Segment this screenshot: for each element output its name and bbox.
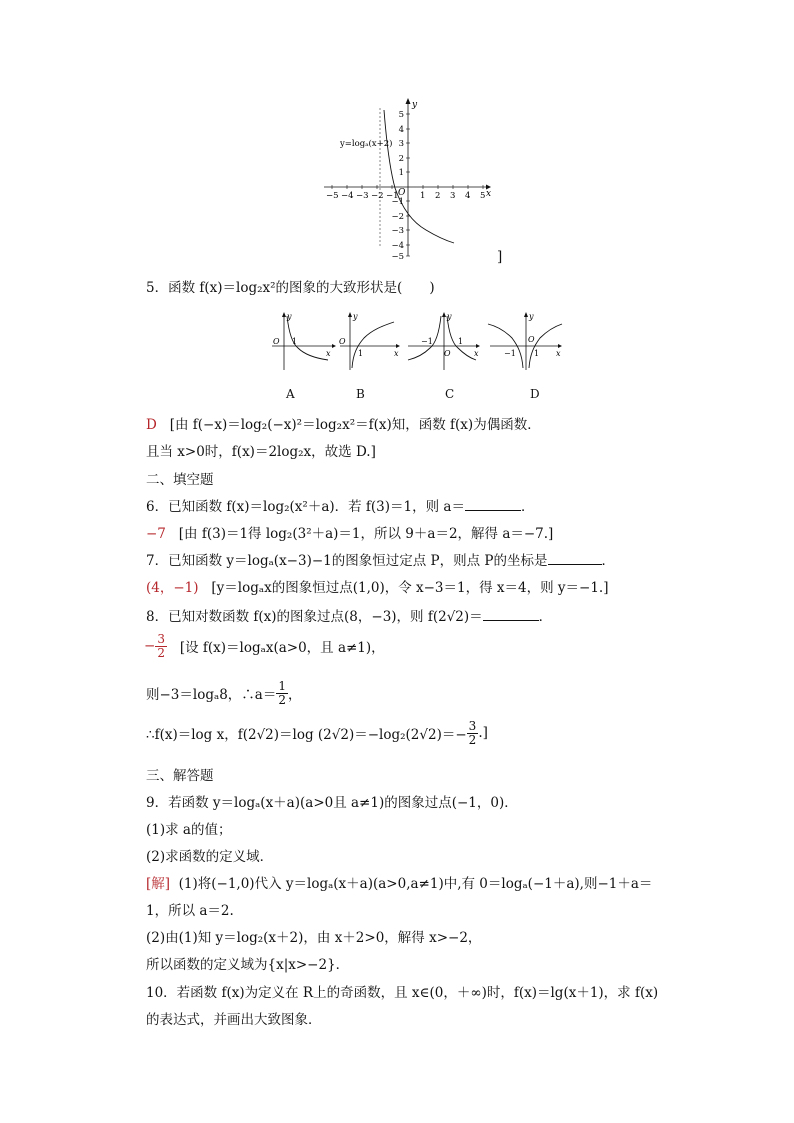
option-d-x: x: [556, 349, 561, 358]
q8-end: ．: [538, 609, 553, 625]
q9-solution-line1: [146, 872, 652, 892]
option-graph-c: [404, 310, 484, 372]
q8-text: 8．已知对数函数 f(x)的图象过点(8，−3)，则 f(2√2)＝: [146, 609, 483, 625]
option-c-y: y: [447, 312, 452, 321]
q8-line2-fraction: $\frac{1}{2}$: [278, 679, 286, 707]
q5-answer-line2: 且当 x>0时，f(x)＝2log₂x，故选 D.]: [146, 444, 376, 460]
q6-answer: [146, 522, 553, 542]
svg-text:−3: −3: [356, 191, 369, 201]
q6-answer-value: −7: [146, 526, 166, 542]
q9-solution-line2: 1，所以 a＝2.: [146, 903, 234, 919]
svg-text:1: 1: [420, 191, 426, 201]
option-b-letter: B: [356, 387, 365, 401]
option-d-tick-left: −1: [504, 349, 516, 358]
curve-label: y=logₐ(x+2): [340, 139, 393, 149]
q6-end: ．: [520, 499, 535, 515]
svg-text:−2: −2: [391, 212, 404, 222]
question-7: [146, 549, 615, 569]
svg-text:−1: −1: [391, 197, 404, 207]
option-a-origin: O: [273, 337, 280, 346]
q8-line3-fraction: $\frac{3}{2}$: [468, 719, 477, 747]
q8-answer-line1: [144, 633, 385, 659]
question-10-line2: 的表达式，并画出大致图象．: [146, 1012, 322, 1028]
svg-text:−3: −3: [391, 226, 404, 236]
q8-answer-fraction: $\frac{3}{2}$: [157, 632, 165, 660]
solution-tag: [解]: [146, 876, 171, 892]
option-c-letter: C: [445, 387, 455, 401]
option-b-origin: O: [339, 337, 346, 346]
q9-solution-line3: (2)由(1)知 y＝log₂(x＋2)，由 x＋2>0，解得 x>−2，: [146, 930, 482, 946]
q9-sol-line1: (1)将(−1,0)代入 y＝logₐ(x＋a)(a>0,a≠1)中,有 0＝logₐ(−1＋a),则−1＋a＝: [178, 876, 653, 892]
q6-answer-text: [由 f(3)＝1得 log₂(3²＋a)＝1，所以 9＋a＝2，解得 a＝−7.]: [178, 526, 554, 542]
svg-text:3: 3: [398, 139, 404, 149]
option-d-letter: D: [530, 387, 540, 401]
q8-line2-text: 则−3＝logₐ8，∴a＝: [146, 687, 277, 704]
q7-text: 7．已知函数 y＝logₐ(x−3)−1的图象恒过定点 P，则点 P的坐标是: [146, 553, 548, 569]
q8-line2-end: ，: [287, 687, 302, 704]
origin-label: O: [398, 188, 406, 198]
y-axis-arrow: [406, 98, 411, 104]
q7-answer: [146, 576, 608, 596]
q8-blank: [483, 619, 539, 621]
q8-answer-line2: [146, 680, 301, 706]
svg-text:3: 3: [450, 191, 456, 201]
y-tick-labels: [391, 110, 404, 262]
q8-line3-text: ∴f(x)＝log x，f(2√2)＝log (2√2)＝−log₂(2√2)＝−: [146, 727, 467, 744]
q8-answer-sign: −: [144, 638, 156, 655]
section-title-fill-blank: 二、填空题: [146, 472, 214, 488]
option-a-y: y: [287, 312, 292, 321]
svg-text:−5: −5: [391, 252, 404, 262]
option-graph-a: [268, 310, 340, 372]
option-d-origin: O: [528, 335, 535, 344]
section-title-solve: 三、解答题: [146, 768, 214, 784]
option-d-tick-right: 1: [534, 349, 540, 358]
y-axis-label: y: [412, 100, 418, 110]
question-9: 9．若函数 y＝logₐ(x＋a)(a>0且 a≠1)的图象过点(−1，0)．: [146, 795, 518, 811]
q9-part2: (2)求函数的定义域．: [146, 849, 274, 865]
log-function-graph: [318, 96, 498, 264]
q8-answer-text1: [设 f(x)＝logₐx(a>0，且 a≠1)，: [179, 640, 385, 657]
option-c-tick-left: −1: [421, 337, 433, 346]
q8-line3-end: .]: [478, 725, 488, 742]
svg-text:2: 2: [398, 154, 404, 164]
closing-bracket: ]: [497, 249, 503, 265]
option-d-y: y: [529, 312, 534, 321]
q7-answer-text: [y＝logₐx的图象恒过点(1,0)，令 x−3＝1，得 x＝4，则 y＝−1.]: [211, 580, 609, 596]
svg-text:−4: −4: [391, 241, 404, 251]
q5-answer-line1: [146, 413, 541, 433]
svg-text:5: 5: [480, 191, 486, 201]
q6-text: 6．已知函数 f(x)＝log₂(x²＋a)．若 f(3)＝1，则 a＝: [146, 499, 465, 515]
option-graph-b: [336, 310, 406, 372]
curve: [384, 110, 454, 243]
x-axis-label: x: [486, 189, 492, 199]
question-8: [146, 605, 552, 625]
q6-blank: [465, 509, 521, 511]
svg-text:−2: −2: [371, 191, 384, 201]
svg-text:2: 2: [435, 191, 441, 201]
svg-text:4: 4: [465, 191, 471, 201]
option-graph-d: [486, 310, 566, 372]
option-c-x: x: [474, 349, 479, 358]
svg-text:1: 1: [398, 168, 404, 178]
q9-solution-line4: 所以函数的定义域为{x|x>−2}．: [146, 957, 350, 973]
q9-part1: (1)求 a的值；: [146, 822, 232, 838]
question-5: 5．函数 f(x)＝log₂x²的图象的大致形状是( ): [146, 280, 435, 296]
question-10-line1: 10．若函数 f(x)为定义在 R上的奇函数，且 x∈(0，＋∞)时，f(x)＝lg(x＋1)，求 f(x): [146, 985, 659, 1001]
svg-text:4: 4: [398, 125, 404, 135]
svg-text:−5: −5: [326, 191, 339, 201]
option-a-letter: A: [286, 387, 295, 401]
option-a-x: x: [326, 349, 331, 358]
q7-end: ．: [601, 553, 615, 569]
question-6: [146, 495, 534, 515]
svg-text:5: 5: [398, 110, 404, 120]
option-b-tick: 1: [358, 349, 364, 358]
option-c-origin: O: [444, 349, 451, 358]
x-tick-labels: [326, 191, 485, 201]
q7-answer-value: (4，−1): [146, 580, 199, 596]
q5-answer-letter: D: [146, 417, 157, 433]
svg-text:−1: −1: [386, 191, 399, 201]
option-b-y: y: [353, 312, 358, 321]
q5-answer-text: [由 f(−x)＝log₂(−x)²＝log₂x²＝f(x)知，函数 f(x)为偶函数．: [169, 417, 541, 433]
svg-text:−4: −4: [341, 191, 354, 201]
option-a-tick: 1: [292, 337, 298, 346]
option-b-x: x: [394, 349, 399, 358]
q8-answer-line3: [146, 720, 488, 746]
q7-blank: [548, 563, 602, 565]
option-c-tick-right: 1: [458, 337, 464, 346]
